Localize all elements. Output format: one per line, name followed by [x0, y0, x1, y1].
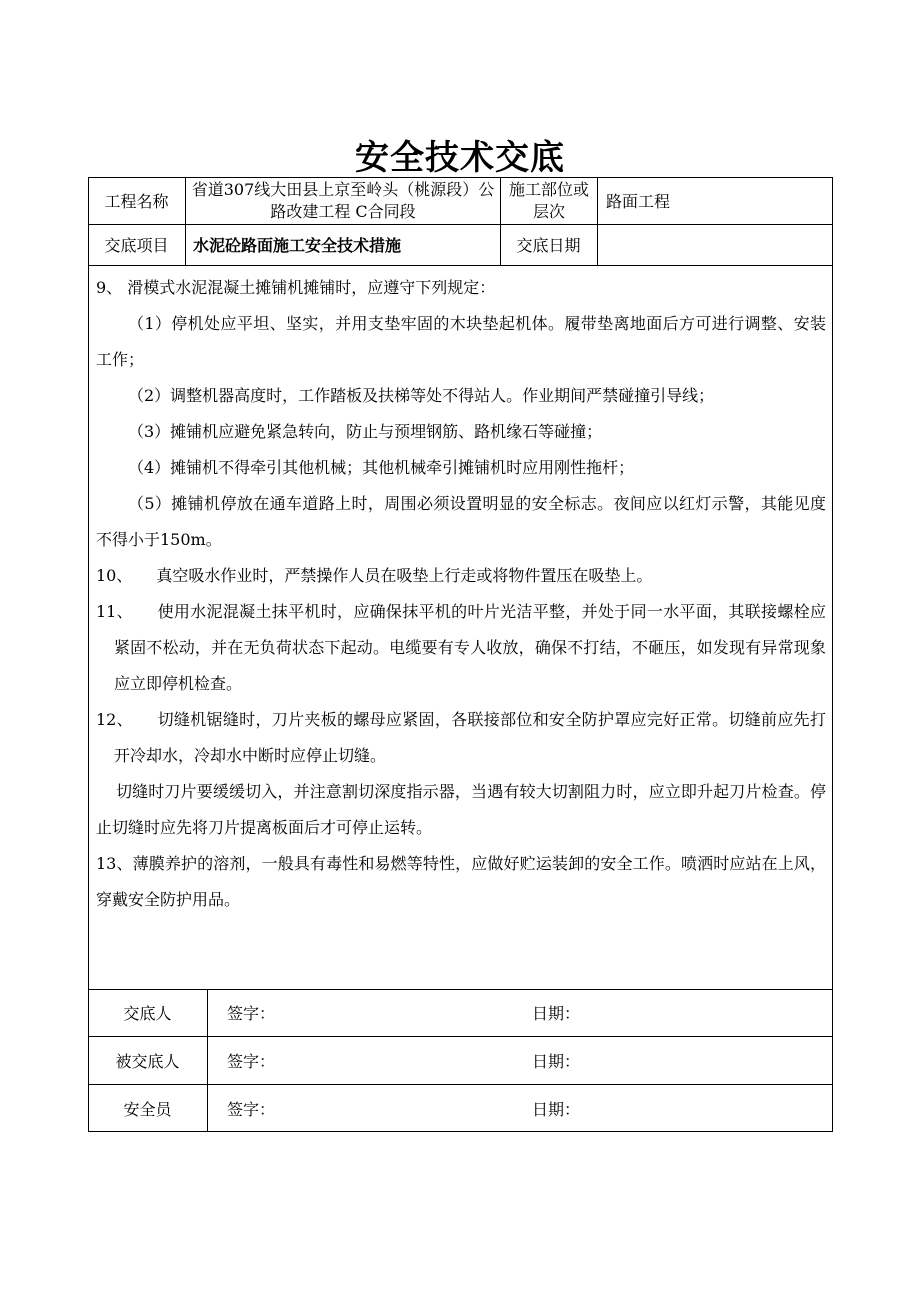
signature-field-label: 签字：: [227, 1051, 276, 1071]
paragraph: 10、 真空吸水作业时，严禁操作人员在吸垫上行走或将物件置压在吸垫上。: [96, 566, 653, 585]
signature-date-label: 日期：: [532, 1004, 581, 1023]
signature-field-label: 签字：: [227, 1004, 276, 1023]
col-divider: [207, 989, 208, 1132]
signature-date-label: 日期：: [532, 1051, 581, 1071]
signature-date-label: 日期：: [532, 1099, 581, 1119]
paragraph: （2）调整机器高度时，工作踏板及扶梯等处不得站人。作业期间严禁碰撞引导线；: [128, 386, 715, 405]
item-label: 交底项目: [104, 236, 169, 255]
date-label: 交底日期: [516, 236, 581, 255]
project-name-label: 工程名称: [104, 192, 169, 211]
paragraph: （4）摊铺机不得牵引其他机械；其他机械牵引摊铺机时应用刚性拖杆；: [128, 458, 635, 477]
signature-role: 交底人: [123, 1004, 172, 1023]
signature-role: 安全员: [123, 1099, 172, 1119]
col-divider: [185, 177, 186, 265]
document-title: 安全技术交底: [355, 138, 565, 178]
paragraph: 切缝时刀片要缓缓切入，并注意割切深度指示器，当遇有较大切割阻力时，应立即升起刀片检查。停止切缝时应先将刀片提离板面后才可停止运转。: [96, 782, 826, 837]
signature-field-label: 签字：: [227, 1099, 276, 1119]
project-name-value: 省道307线大田县上京至岭头（桃源段）公路改建工程 C合同段: [191, 179, 495, 221]
paragraph: 11、 使用水泥混凝土抹平机时，应确保抹平机的叶片光洁平整，并处于同一水平面，其联接螺栓应紧固不松动，并在无负荷状态下起动。电缆要有专人收放，确保不打结，不砸压，如发现有异常现象应立即停机检查。: [96, 602, 826, 693]
paragraph: 13、薄膜养护的溶剂，一般具有毒性和易燃等特性，应做好贮运装卸的安全工作。喷洒时应站在上风，穿戴安全防护用品。: [96, 854, 826, 909]
paragraph: 12、 切缝机锯缝时，刀片夹板的螺母应紧固，各联接部位和安全防护罩应完好正常。切缝前应先打开冷却水，冷却水中断时应停止切缝。: [96, 710, 826, 765]
content-body: [96, 270, 826, 918]
paragraph: 9、 滑模式水泥混凝土摊铺机摊铺时，应遵守下列规定：: [96, 278, 496, 297]
paragraph: （1）停机处应平坦、坚实，并用支垫牢固的木块垫起机体。履带垫离地面后方可进行调整、安装工作；: [96, 314, 826, 369]
paragraph: （3）摊铺机应避免紧急转向，防止与预埋钢筋、路机缘石等碰撞；: [128, 422, 603, 441]
date-value: [606, 224, 826, 265]
row-divider: [88, 265, 833, 266]
col-divider: [597, 177, 598, 265]
item-value: 水泥砼路面施工安全技术措施: [193, 236, 402, 255]
construction-part-value: 路面工程: [606, 192, 671, 211]
paragraph: （5）摊铺机停放在通车道路上时，周围必须设置明显的安全标志。夜间应以红灯示警，其能见度不得小于150m。: [96, 494, 826, 549]
construction-part-label: 施工部位或层次: [508, 179, 589, 221]
signature-role: 被交底人: [115, 1051, 180, 1071]
